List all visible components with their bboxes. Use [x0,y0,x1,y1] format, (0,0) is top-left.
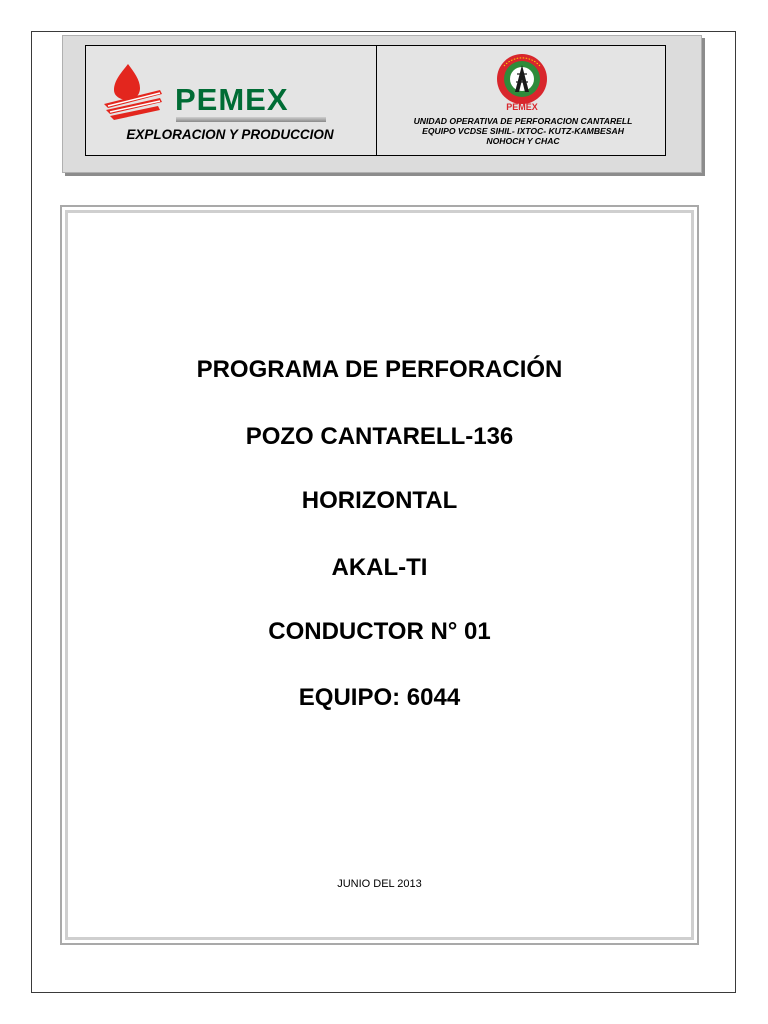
seal-label: PEMEX [506,102,538,112]
unit-seal-icon [484,52,560,112]
division-label: EXPLORACION Y PRODUCCION [126,127,334,142]
document-title: PROGRAMA DE PERFORACIÓN [196,356,563,383]
pemex-wordmark: PEMEX [175,82,289,117]
rig-number: EQUIPO: 6044 [298,684,461,711]
well-name: POZO CANTARELL-136 [245,423,514,450]
unit-description [385,116,661,146]
header-divider [376,46,377,155]
unit-line: EQUIPO VCDSE SIHIL- IXTOC- KUTZ-KAMBESAH [422,126,624,136]
unit-line: NOHOCH Y CHAC [486,136,560,146]
pemex-rule [176,117,326,122]
field-name: AKAL-TI [331,554,428,581]
document-date: JUNIO DEL 2013 [337,878,422,890]
conductor-number: CONDUCTOR N° 01 [268,618,491,645]
unit-line: UNIDAD OPERATIVA DE PERFORACION CANTARELL [413,116,633,126]
well-type: HORIZONTAL [301,487,458,514]
